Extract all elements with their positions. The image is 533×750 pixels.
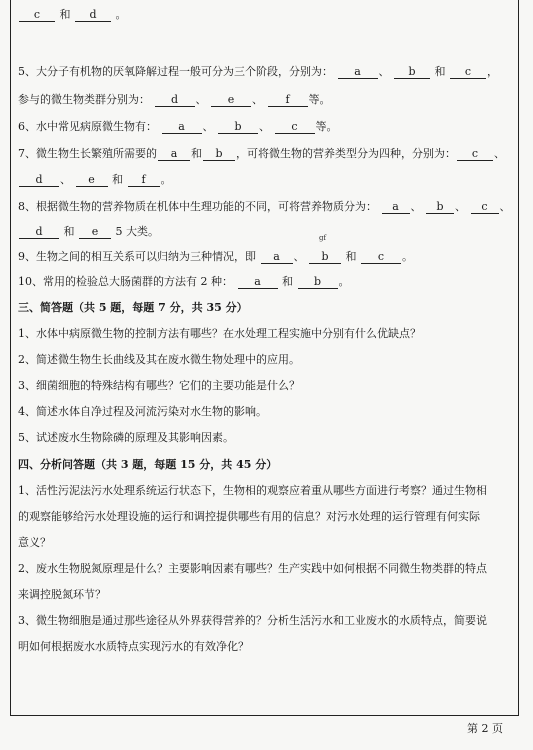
short-question-2: 2、简述微生物生长曲线及其在废水微生物处理中的应用。 (18, 353, 300, 366)
text: 和 (59, 8, 71, 21)
text: 等。 (315, 120, 338, 133)
blank-d: d (75, 9, 111, 22)
question-10 (18, 275, 517, 289)
blank-a: a (338, 66, 378, 79)
blank-a: a (158, 148, 190, 161)
section-3-title: 三、简答题（共 5 题，每题 7 分，共 35 分） (18, 301, 248, 314)
page-number: 第 2 页 (467, 722, 503, 735)
blank-d: d (19, 226, 59, 239)
question-text: 5、大分子有机物的厌氧降解过程一般可分为三个阶段，分别为： (18, 65, 333, 78)
blank-c: c (275, 121, 315, 134)
blank-a: a (382, 201, 410, 214)
text: 和 (63, 225, 75, 238)
blank-f: f (268, 94, 308, 107)
blank-e: e (211, 94, 251, 107)
text: 、 (378, 65, 390, 78)
text: 和 (345, 250, 357, 263)
analysis-question-1-cont: 的观察能够给污水处理设施的运行和调控提供哪些有用的信息？对污水处理的运行管理有何实际 (18, 510, 480, 523)
blank-e: e (79, 226, 111, 239)
text: 。 (338, 275, 350, 288)
blank-e: e (76, 174, 108, 187)
question-text: 7、微生物生长繁殖所需要的 (18, 147, 157, 160)
blank-d: d (19, 174, 59, 187)
question-5-cont (18, 93, 517, 107)
short-question-1: 1、水体中病原微生物的控制方法有哪些？在水处理工程实施中分别有什么优缺点？ (18, 327, 421, 340)
blank-b: b (203, 148, 235, 161)
fill-line-1 (18, 8, 517, 22)
margin-mark: gf (319, 234, 327, 242)
blank-b: b (298, 276, 338, 289)
text: 和 (191, 147, 202, 160)
analysis-question-1-cont2: 意义？ (18, 536, 51, 549)
text: 、 (499, 200, 511, 213)
text: 。 (402, 250, 413, 263)
question-6 (18, 120, 517, 134)
blank-d: d (155, 94, 195, 107)
blank-b: b (426, 201, 454, 214)
blank-c: c (361, 251, 401, 264)
blank-f: f (128, 174, 160, 187)
blank-c: c (457, 148, 493, 161)
text: 。 (115, 8, 127, 21)
analysis-question-1: 1、活性污泥法污水处理系统运行状态下，生物相的观察应着重从哪些方面进行考察？通过生物相 (18, 484, 487, 497)
blank-b: b (218, 121, 258, 134)
text: 、 (202, 120, 214, 133)
text: 、 (195, 93, 207, 106)
question-text: 8、根据微生物的营养物质在机体中生理功能的不同，可将营养物质分为： (18, 200, 377, 213)
question-text: 参与的微生物类群分别为： (18, 93, 150, 106)
short-question-5: 5、试述废水生物除磷的原理及其影响因素。 (18, 431, 234, 444)
question-text: ，可将微生物的营养类型分为四种，分别为： (236, 147, 456, 160)
text: 和 (282, 275, 293, 288)
text: 。 (160, 173, 172, 186)
analysis-question-2-cont: 来调控脱氮环节？ (18, 588, 106, 601)
short-question-4: 4、简述水体自净过程及河流污染对水生物的影响。 (18, 405, 267, 418)
question-text: 6、水中常见病原微生物有： (18, 120, 157, 133)
blank-b: b (309, 251, 341, 264)
question-7-cont (18, 173, 517, 187)
blank-c: c (19, 9, 55, 22)
text: 、 (259, 120, 270, 133)
blank-b: b (394, 66, 430, 79)
question-5 (18, 65, 517, 79)
text: 和 (434, 65, 446, 78)
text: 5 大类。 (115, 225, 159, 238)
analysis-question-3-cont: 明如何根据废水水质特点实现污水的有效净化？ (18, 640, 249, 653)
blank-a: a (238, 276, 278, 289)
text: 、 (410, 200, 422, 213)
analysis-question-3: 3、微生物细胞是通过那些途径从外界获得营养的？分析生活污水和工业废水的水质特点，简要说 (18, 614, 487, 627)
text: ， (487, 65, 498, 78)
question-text: 10、常用的检验总大肠菌群的方法有 2 种： (18, 275, 233, 288)
text: 等。 (308, 93, 331, 106)
text: 、 (494, 147, 505, 160)
question-text: 9、生物之间的相互关系可以归纳为三种情况，即 (18, 250, 256, 263)
text: 、 (293, 250, 305, 263)
blank-a: a (162, 121, 202, 134)
question-8-cont (18, 225, 517, 239)
question-7 (18, 147, 517, 161)
section-4-title: 四、分析问答题（共 3 题，每题 15 分，共 45 分） (18, 458, 278, 471)
blank-a: a (261, 251, 293, 264)
text: 、 (60, 173, 71, 186)
blank-c: c (471, 201, 499, 214)
question-9 (18, 250, 517, 264)
text: 、 (252, 93, 263, 106)
blank-c: c (450, 66, 486, 79)
text: 、 (455, 200, 466, 213)
text: 和 (112, 173, 123, 186)
analysis-question-2: 2、废水生物脱氮原理是什么？主要影响因素有哪些？生产实践中如何根据不同微生物类群的特点 (18, 562, 487, 575)
question-8 (18, 200, 517, 214)
short-question-3: 3、细菌细胞的特殊结构有哪些？它们的主要功能是什么？ (18, 379, 300, 392)
